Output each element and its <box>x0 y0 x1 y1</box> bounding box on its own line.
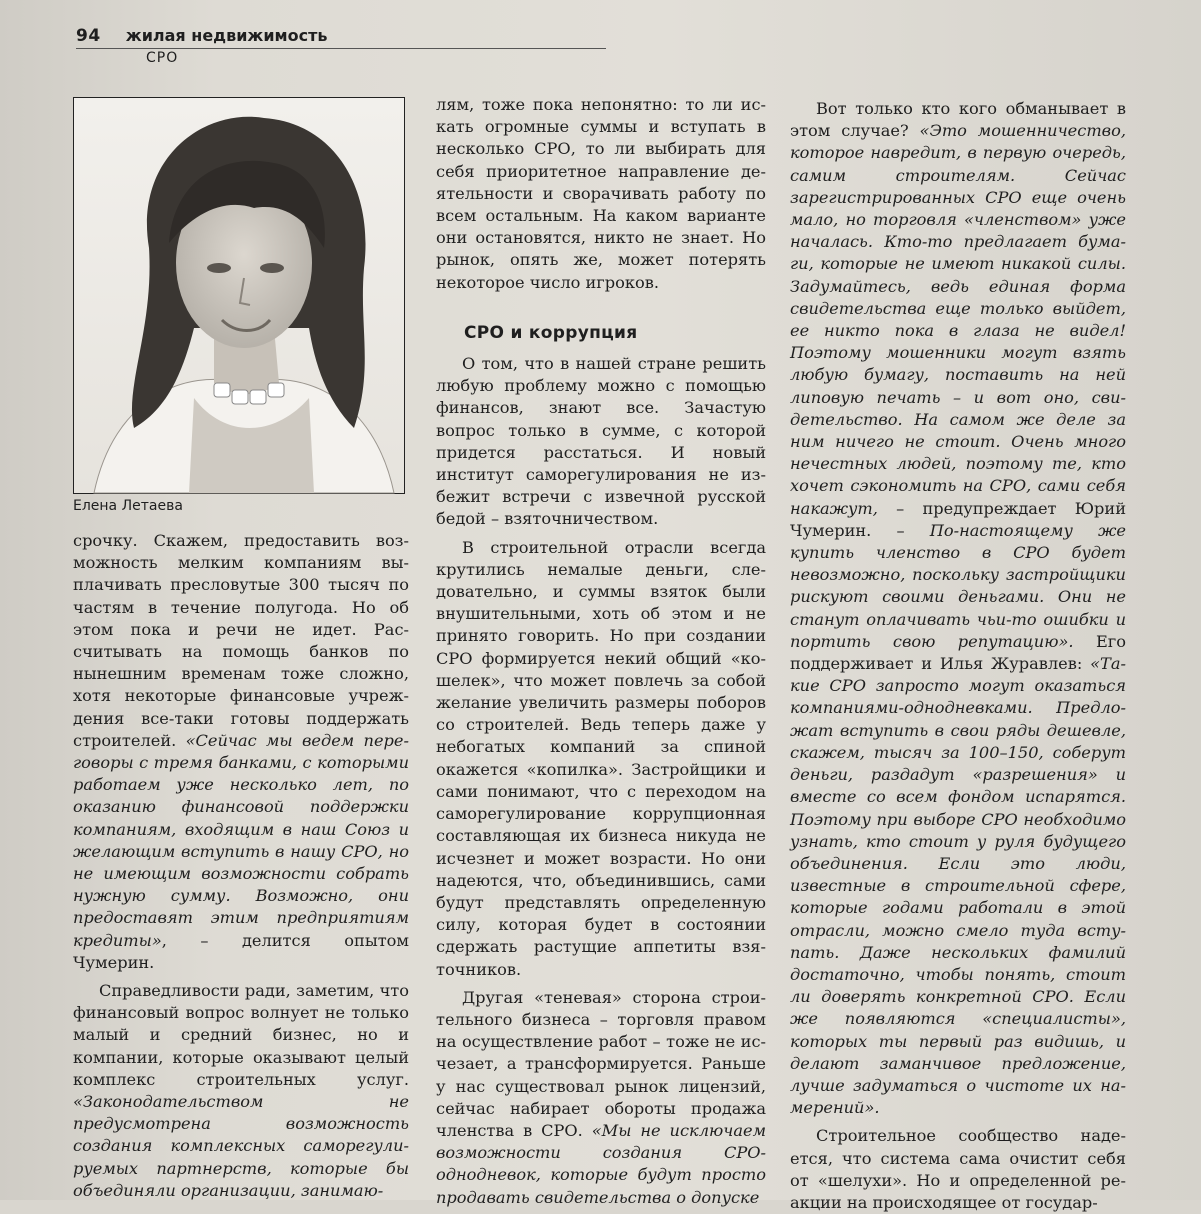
section-title: жилая недвижимость <box>125 26 328 45</box>
quote-run: «Это мошенничество, которое навредит, в первую очередь, самим строителям. Сейчас зарегистрированных СРО еще очень мало, но торговля «членством» уже началась. Кто-то предлагает бумаги, которые не имеют никакой силы. Задумайтесь, ведь единая форма свидетельства еще только выйдет, ее никто пока в глаза не видел! Поэтому мошенники могут взять любую бумагу, поставить на ней липовую печать – и вот оно, свидетельство. На самом же деле за ним ничего не стоит. Очень много нечестных людей, поэтому те, кто хочет сэкономить на СРО, сами себя накажут, <box>790 121 1126 518</box>
text-run: , – делится опытом Чумерин. <box>73 930 409 972</box>
photo-caption: Елена Летаева <box>73 498 183 514</box>
column-2-paragraph-4 <box>436 987 766 1209</box>
column-3-paragraph-2: Строительное сообщество надеется, что система сама очистит себя от «шелухи». Но и определенной реакции на происходящее от государ- <box>790 1126 1126 1212</box>
column-2-paragraph-3: В строительной отрасли всегда крутились немалые деньги, следовательно, и суммы взяток были внушительными, хоть об этом и не принято говорить. Но при создании СРО формируется некий общий «кошелек», что может повлечь за собой желание увеличить размеры поборов со строителей. Ведь теперь даже у небогатых компаний за спиной окажется «копилка». Застройщики и сами понимают, что с переходом на саморегулирование коррупционная составляющая их бизнеса никуда не исчезнет и может возрасти. Но они надеются, что, объединившись, сами будут представлять определенную силу, которая будет в состоянии сдержать растущие аппетиты взяточников. <box>436 537 766 979</box>
page-number: 94 <box>76 26 101 46</box>
text-run: Вот только кто кого обманывает в этом случае? <box>790 99 1126 141</box>
text-run: Другая «теневая» сторона строительного бизнеса – торговля правом на осуществление работ – тоже не исчезает, а трансформируется. Раньше у нас существовал рынок лицензий, сейчас набирает обороты продажа членства в СРО. <box>436 987 766 1140</box>
quote-run: «Такие СРО запросто могут оказаться компаниями-однодневками. Предложат вступить в свои ряды дешевле, скажем, тысяч за 100–150, соберут деньги, раздадут «разрешения» и вместе со всем фондом испарятся. Поэтому при выборе СРО необходимо узнать, кто стоит у руля будущего объединения. Если это люди, известные в строительной сфере, которые годами работали в этой отрасли, можно смело туда вступать. Даже нескольких фамилий достаточно, чтобы понять, стоит ли доверять конкретной СРО. Если же появляются «специалисты», которых ты первый раз видишь, и делают заманчивое предложение, лучше задуматься о чистоте их намерений». <box>790 654 1126 1118</box>
column-1-paragraph-1 <box>73 530 409 974</box>
quote-run: «Мы не исключаем возможности создания СРО-однодневок, которые будут просто продавать свидетельства о допуске <box>436 1120 766 1207</box>
column-2 <box>436 94 766 1209</box>
column-1 <box>73 530 409 1202</box>
portrait-photo <box>73 97 405 494</box>
quote-run: «Законодательством не предусмотрена возможность создания комплексных саморегулируемых партнерств, которые бы объединяли организации, занимаю- <box>73 1092 409 1200</box>
subsection-title: СРО <box>146 50 179 66</box>
column-1-paragraph-2 <box>73 980 409 1202</box>
text-run: – предупреждает Юрий Чумерин. – <box>790 498 1126 540</box>
header-rule <box>76 48 606 49</box>
text-run: срочку. Скажем, предоставить возможность мелким компаниям выплачивать пресловутые 300 тысяч по частям в течение полугода. Но об этом пока и речи не идет. Рассчитывать на помощь банков по нынешним временам тоже сложно, хотя некоторые финансовые учреждения все-таки готовы поддержать строителей. <box>73 531 409 750</box>
text-run: Его поддерживает и Илья Журавлев: <box>790 631 1126 674</box>
portrait-illustration <box>74 98 404 493</box>
column-2-paragraph-1: лям, тоже пока непонятно: то ли искать огромные суммы и вступать в несколько СРО, то ли выбирать для себя приоритетное направление деятельности и сворачивать работу по всем остальным. На каком варианте они остановятся, никто не знает. Но рынок, опять же, может потерять некоторое число игроков. <box>436 95 766 292</box>
page-header <box>76 26 606 66</box>
quote-run: «Сейчас мы ведем переговоры с тремя банками, с которыми работаем уже несколько лет, по оказанию финансовой поддержки компаниям, входящим в наш Союз и желающим вступить в нашу СРО, но не имеющим возможности собрать нужную сумму. Возможно, они предоставят этим предприятиям кредиты» <box>73 730 409 950</box>
column-2-paragraph-2: О том, что в нашей стране решить любую проблему можно с помощью финансов, знают все. Зачастую вопрос только в сумме, с которой придется расстаться. И новый институт саморегулирования не избежит встречи с извечной русской бедой – взяточничеством. <box>436 354 766 529</box>
column-3 <box>790 98 1126 1214</box>
text-run: Справедливости ради, заметим, что финансовый вопрос волнует не только малый и средний бизнес, но и компании, которые оказывают целый комплекс строительных услуг. <box>73 981 409 1089</box>
quote-run: По-настоящему же купить членство в СРО будет невозможно, поскольку застройщики рискуют своими деньгами. Они не станут оплачивать чьи-то ошибки и портить свою репутацию». <box>790 520 1126 651</box>
subheading: СРО и коррупция <box>464 322 638 343</box>
column-3-paragraph-1 <box>790 98 1126 1119</box>
